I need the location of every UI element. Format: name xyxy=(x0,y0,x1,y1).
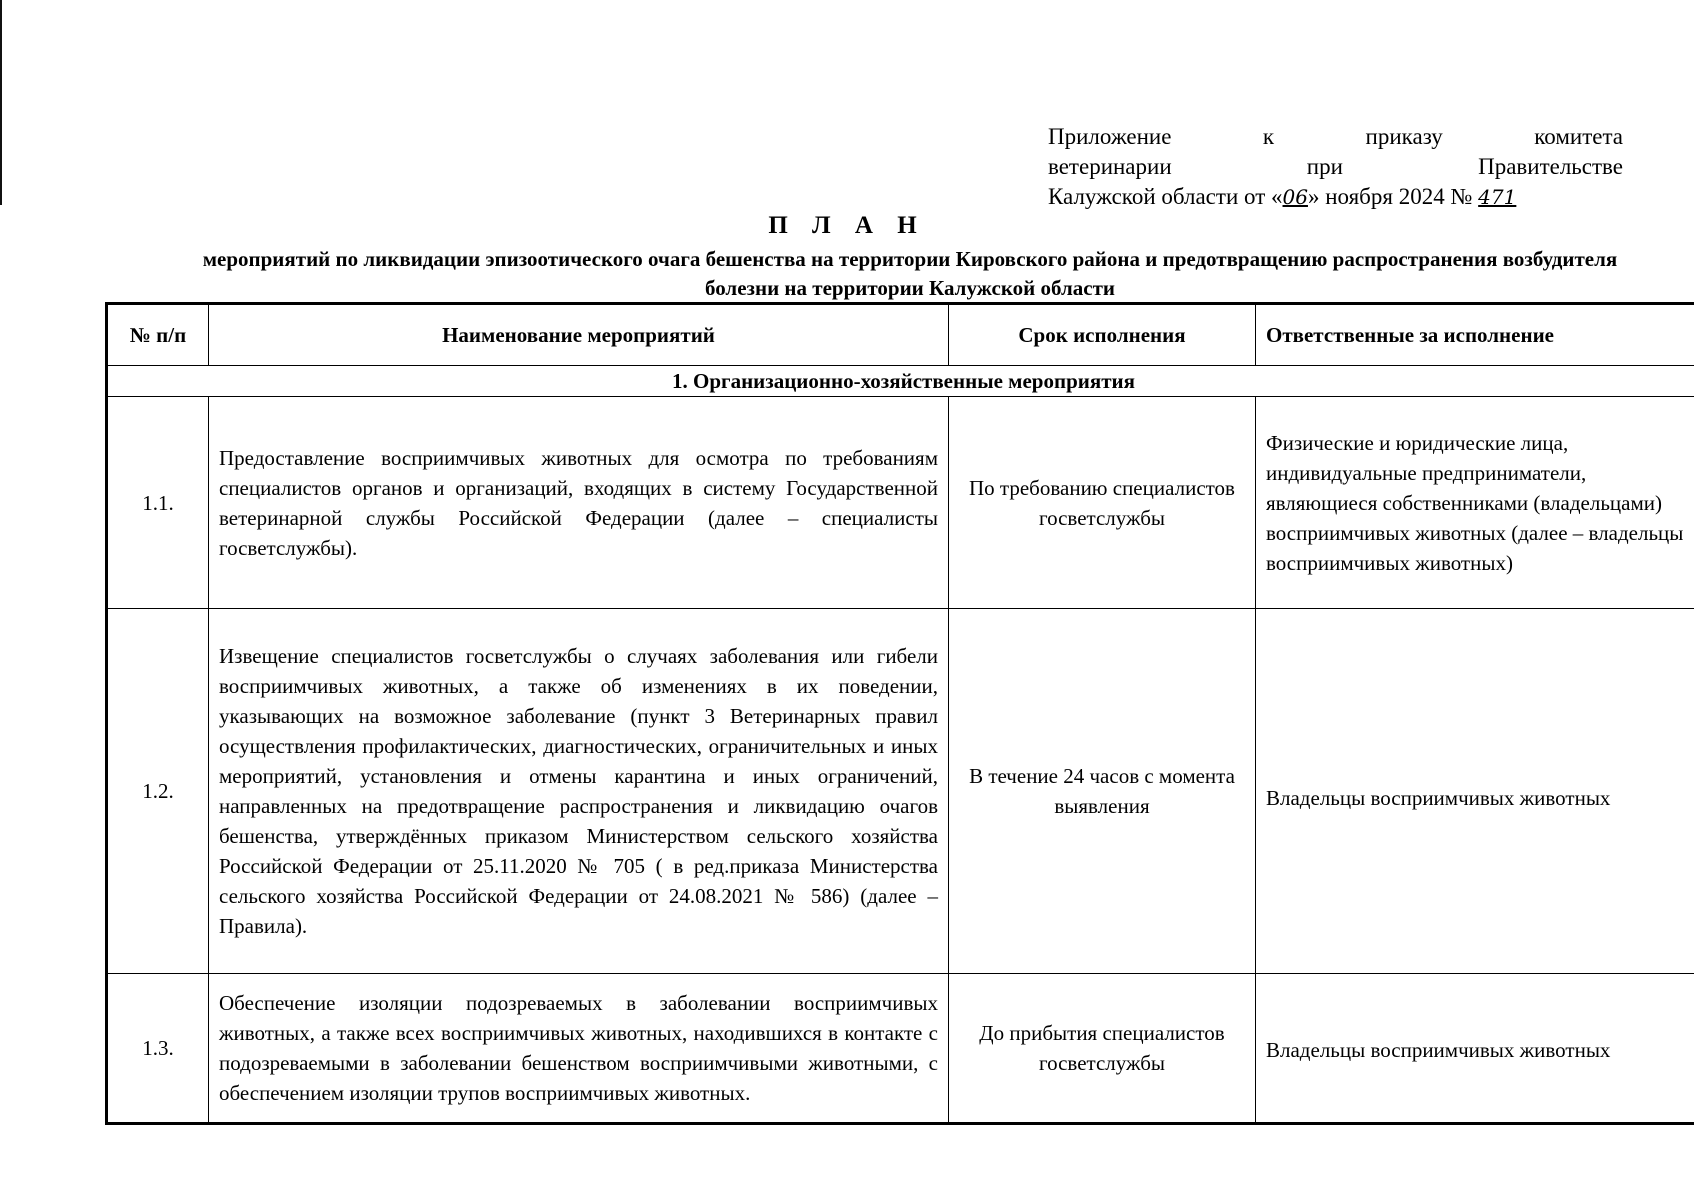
row-resp: Владельцы восприимчивых животных xyxy=(1256,609,1694,974)
header-term: Срок исполнения xyxy=(949,304,1256,366)
table-row xyxy=(107,609,1694,974)
table-row xyxy=(107,397,1694,609)
row-num: 1.2. xyxy=(107,609,209,974)
document-subtitle: мероприятий по ликвидации эпизоотического очага бешенства на территории Кировского района и предотвращению распространения возбудителя болезни на территории Калужской области xyxy=(202,247,1618,300)
plan-table xyxy=(105,302,1694,1125)
document-title: П Л А Н xyxy=(768,212,926,239)
row-term: По требованию специалистов госветслужбы xyxy=(949,397,1256,609)
row-num: 1.1. xyxy=(107,397,209,609)
scan-edge-line xyxy=(0,0,2,205)
header-num: № п/п xyxy=(107,304,209,366)
row-resp: Владельцы восприимчивых животных xyxy=(1256,974,1694,1124)
row-term: До прибытия специалистов госветслужбы xyxy=(949,974,1256,1124)
row-resp: Физические и юридические лица, индивидуальные предприниматели, являющиеся собственниками (владельцами) восприимчивых животных (далее – владельцы восприимчивых животных) xyxy=(1256,397,1694,609)
appendix-day: 06 xyxy=(1282,185,1308,209)
section-title: 1. Организационно-хозяйственные мероприятия xyxy=(107,366,1694,397)
appendix-date-prefix: Калужской области от « xyxy=(1048,184,1283,209)
row-term: В течение 24 часов с момента выявления xyxy=(949,609,1256,974)
row-num: 1.3. xyxy=(107,974,209,1124)
row-name: Обеспечение изоляции подозреваемых в заболевании восприимчивых животных, а также всех восприимчивых животных, находившихся в контакте с подозреваемыми в заболевании бешенством восприимчивыми животными, с обеспечением изоляции трупов восприимчивых животных. xyxy=(209,974,949,1124)
appendix-header xyxy=(1048,122,1623,212)
appendix-date-mid: » ноября 2024 № xyxy=(1307,184,1473,209)
appendix-line-3 xyxy=(1048,182,1623,212)
section-row xyxy=(107,366,1694,397)
header-resp: Ответственные за исполнение xyxy=(1256,304,1694,366)
row-name: Предоставление восприимчивых животных для осмотра по требованиям специалистов органов и организаций, входящих в систему Государственной ветеринарной службы Российской Федерации (далее – специалисты госветслужбы). xyxy=(209,397,949,609)
appendix-number: 471 xyxy=(1478,185,1517,209)
table-row xyxy=(107,974,1694,1124)
appendix-line-1: Приложение к приказу комитета xyxy=(1048,124,1623,149)
appendix-line-2: ветеринарии при Правительстве xyxy=(1048,154,1623,179)
table-header-row xyxy=(107,304,1694,366)
header-name: Наименование мероприятий xyxy=(209,304,949,366)
row-name: Извещение специалистов госветслужбы о случаях заболевания или гибели восприимчивых животных, а также об изменениях в их поведении, указывающих на возможное заболевание (пункт 3 Ветеринарных правил осуществления профилактических, диагностических, ограничительных и иных мероприятий, установления и отмены карантина и иных ограничений, направленных на предотвращение распространения и ликвидацию очагов бешенства, утверждённых приказом Министерством сельского хозяйства Российской Федерации от 25.11.2020 № 705 ( в ред.приказа Министерства сельского хозяйства Российской Федерации от 24.08.2021 № 586) (далее – Правила). xyxy=(209,609,949,974)
